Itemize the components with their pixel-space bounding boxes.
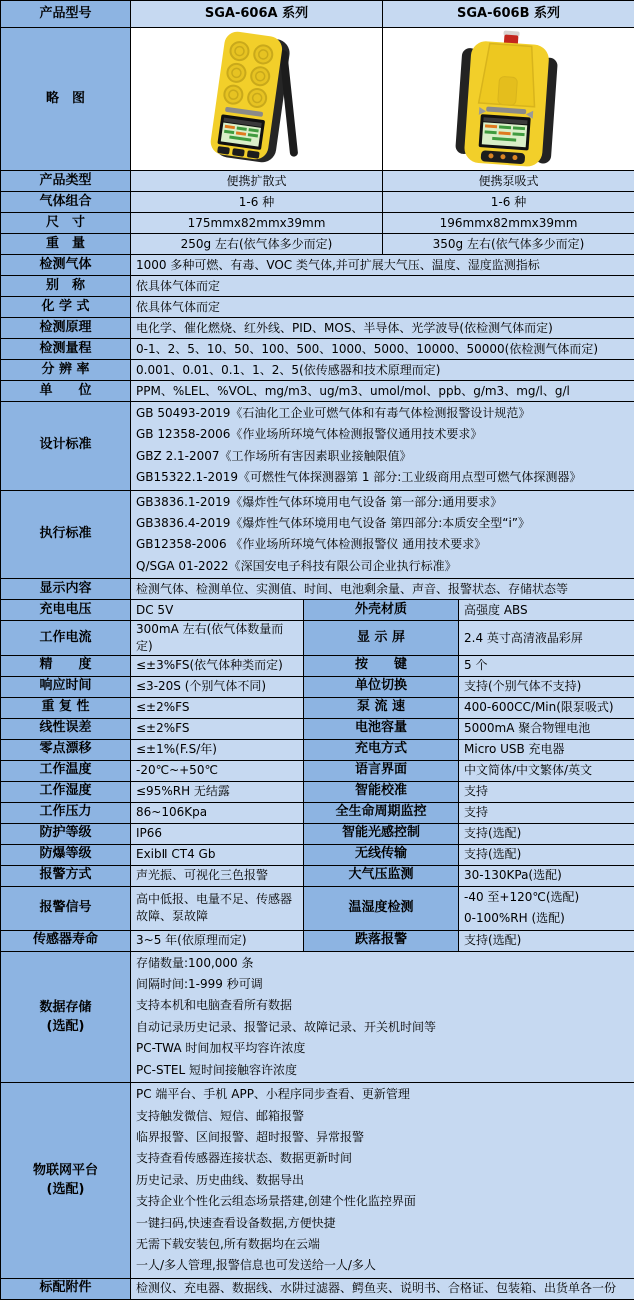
charging-voltage-label: 充电电压	[1, 600, 131, 621]
unit-switch-label: 单位切换	[304, 676, 459, 697]
row-accuracy	[1, 655, 634, 676]
product-type-value-b: 便携泵吸式	[383, 171, 634, 192]
repeatability-label: 重 复 性	[1, 697, 131, 718]
working-humidity-value: ≤95%RH 无结露	[131, 781, 304, 802]
charging-method-value: Micro USB 充电器	[459, 739, 634, 760]
gas-combination-value-a: 1-6 种	[131, 192, 383, 213]
standard-accessories-value: 检测仪、充电器、数据线、水阱过滤器、鳄鱼夹、说明书、合格证、包装箱、出货单各一份	[131, 1278, 634, 1299]
data-storage-label: 数据存储 (选配)	[1, 951, 131, 1082]
shell-material-value: 高强度 ABS	[459, 600, 634, 621]
display-content-label: 显示内容	[1, 579, 131, 600]
alarm-mode-label: 报警方式	[1, 865, 131, 886]
pump-flow-rate-label: 泵 流 速	[304, 697, 459, 718]
execution-standards-value: GB3836.1-2019《爆炸性气体环境用电气设备 第一部分:通用要求》 GB3836.4-2019《爆炸性气体环境用电气设备 第四部分:本质安全型“i”》 GB12358-2006 《作业场所环境气体检测报警仪 通用技术要求》 Q/SGA 01-2022《深国安电子科技有限公司企业执行标准》	[131, 490, 634, 579]
detection-principle-value: 电化学、催化燃烧、红外线、PID、MOS、半导体、光学波导(依检测气体而定)	[131, 318, 634, 339]
iot-platform-label: 物联网平台 (选配)	[1, 1083, 131, 1279]
row-working-temperature	[1, 760, 634, 781]
charging-method-label: 充电方式	[304, 739, 459, 760]
row-resolution	[1, 360, 634, 381]
response-time-value: ≤3-20S (个别气体不同)	[131, 676, 304, 697]
response-time-label: 响应时间	[1, 676, 131, 697]
protection-rating-label: 防护等级	[1, 823, 131, 844]
standard-accessories-label: 标配附件	[1, 1278, 131, 1299]
iot-platform-value: PC 端平台、手机 APP、小程序同步查看、更新管理 支持触发微信、短信、邮箱报警 临界报警、区间报警、超时报警、异常报警 支持查看传感器连接状态、数据更新时间 历史记录、历史曲线、数据导出 支持企业个性化云组态场景搭建,创建个性化监控界面 一键扫码,快速查看设备数据,方便快捷 无需下载安装包,所有数据均在云端 一人/多人管理,报警信息也可发送给一人/多人	[131, 1083, 634, 1279]
sensor-life-value: 3~5 年(依原理而定)	[131, 930, 304, 951]
design-standards-value: GB 50493-2019《石油化工企业可燃气体和有毒气体检测报警设计规范》 GB 12358-2006《作业场所环境气体检测报警仪通用技术要求》 GBZ 2.1-2007《工作场所有害因素职业接触限值》 GB15322.1-2019《可燃性气体探测器第 1 部分:工业级商用点型可燃气体探测器》	[131, 402, 634, 491]
dimensions-label: 尺 寸	[1, 213, 131, 234]
detected-gases-value: 1000 多种可燃、有毒、VOC 类气体,并可扩展大气压、温度、湿度监测指标	[131, 255, 634, 276]
display-content-value: 检测气体、检测单位、实测值、时间、电池剩余量、声音、报警状态、存储状态等	[131, 579, 634, 600]
row-protection-rating	[1, 823, 634, 844]
dimensions-value-a: 175mmx82mmx39mm	[131, 213, 383, 234]
explosion-proof-rating-value: ExibⅡ CT4 Gb	[131, 844, 304, 865]
gas-detector-b-illustration	[383, 29, 634, 170]
row-working-pressure	[1, 802, 634, 823]
screen	[217, 114, 265, 150]
row-alarm-signal	[1, 886, 634, 930]
chemical-formula-label: 化 学 式	[1, 297, 131, 318]
alias-label: 别 称	[1, 276, 131, 297]
row-detection-principle	[1, 318, 634, 339]
pump-notch	[498, 76, 518, 105]
design-standards-label: 设计标准	[1, 402, 131, 491]
working-humidity-label: 工作湿度	[1, 781, 131, 802]
working-temperature-value: -20℃~+50℃	[131, 760, 304, 781]
charging-voltage-value: DC 5V	[131, 600, 304, 621]
dimensions-value-b: 196mmx82mmx39mm	[383, 213, 634, 234]
alias-value: 依具体气体而定	[131, 276, 634, 297]
row-sketch	[1, 28, 634, 171]
row-weight	[1, 234, 634, 255]
product-model-series-b: SGA-606B 系列	[383, 1, 634, 28]
linearity-error-value: ≤±2%FS	[131, 718, 304, 739]
row-product-type	[1, 171, 634, 192]
row-sensor-life	[1, 930, 634, 951]
temp-humidity-detection-label: 温湿度检测	[304, 886, 459, 930]
detection-range-label: 检测量程	[1, 339, 131, 360]
row-execution-standards	[1, 490, 634, 579]
row-alarm-mode	[1, 865, 634, 886]
language-interface-value: 中文简体/中文繁体/英文	[459, 760, 634, 781]
units-label: 单 位	[1, 381, 131, 402]
working-temperature-label: 工作温度	[1, 760, 131, 781]
smart-calibration-label: 智能校准	[304, 781, 459, 802]
product-type-value-a: 便携扩散式	[131, 171, 383, 192]
resolution-value: 0.001、0.01、0.1、1、2、5(依传感器和技术原理而定)	[131, 360, 634, 381]
row-linearity-error	[1, 718, 634, 739]
row-units	[1, 381, 634, 402]
battery-capacity-value: 5000mA 聚合物锂电池	[459, 718, 634, 739]
unit-switch-value: 支持(个别气体不支持)	[459, 676, 634, 697]
drop-alarm-label: 跌落报警	[304, 930, 459, 951]
product-a-image	[131, 28, 383, 171]
product-type-label: 产品类型	[1, 171, 131, 192]
row-iot-platform	[1, 1083, 634, 1279]
sketch-label: 略 图	[1, 28, 131, 171]
battery-capacity-label: 电池容量	[304, 718, 459, 739]
temp-humidity-detection-value: -40 至+120℃(选配) 0-100%RH (选配)	[459, 886, 634, 930]
screen	[479, 114, 531, 150]
working-pressure-label: 工作压力	[1, 802, 131, 823]
weight-value-a: 250g 左右(依气体多少而定)	[131, 234, 383, 255]
detection-principle-label: 检测原理	[1, 318, 131, 339]
units-value: PPM、%LEL、%VOL、mg/m3、ug/m3、umol/mol、ppb、g/m3、mg/l、g/l	[131, 381, 634, 402]
pressure-monitoring-value: 30-130KPa(选配)	[459, 865, 634, 886]
explosion-proof-rating-label: 防爆等级	[1, 844, 131, 865]
gas-combination-label: 气体组合	[1, 192, 131, 213]
row-response-time	[1, 676, 634, 697]
product-b-image	[383, 28, 634, 171]
pressure-monitoring-label: 大气压监测	[304, 865, 459, 886]
display-screen-value: 2.4 英寸高清液晶彩屏	[459, 621, 634, 656]
working-current-label: 工作电流	[1, 621, 131, 656]
row-detected-gases	[1, 255, 634, 276]
product-model-series-a: SGA-606A 系列	[131, 1, 383, 28]
row-alias	[1, 276, 634, 297]
lifecycle-monitoring-label: 全生命周期监控	[304, 802, 459, 823]
detection-range-value: 0-1、2、5、10、50、100、500、1000、5000、10000、50000(依检测气体而定)	[131, 339, 634, 360]
product-model-label: 产品型号	[1, 1, 131, 28]
row-product-model	[1, 1, 634, 28]
language-interface-label: 语言界面	[304, 760, 459, 781]
alarm-mode-value: 声光振、可视化三色报警	[131, 865, 304, 886]
wireless-transmission-label: 无线传输	[304, 844, 459, 865]
row-explosion-proof-rating	[1, 844, 634, 865]
row-design-standards	[1, 402, 634, 491]
alarm-signal-value: 高中低报、电量不足、传感器故障、泵故障	[131, 886, 304, 930]
row-chemical-formula	[1, 297, 634, 318]
row-data-storage	[1, 951, 634, 1082]
sensor-life-label: 传感器寿命	[1, 930, 131, 951]
display-screen-label: 显 示 屏	[304, 621, 459, 656]
row-display-content	[1, 579, 634, 600]
working-current-value: 300mA 左右(依气体数量而定)	[131, 621, 304, 656]
weight-value-b: 350g 左右(依气体多少而定)	[383, 234, 634, 255]
accuracy-label: 精 度	[1, 655, 131, 676]
gas-detector-a-illustration	[131, 29, 383, 170]
smart-calibration-value: 支持	[459, 781, 634, 802]
row-detection-range	[1, 339, 634, 360]
light-sensor-control-label: 智能光感控制	[304, 823, 459, 844]
buttons-value: 5 个	[459, 655, 634, 676]
alarm-signal-label: 报警信号	[1, 886, 131, 930]
row-working-current	[1, 621, 634, 656]
repeatability-value: ≤±2%FS	[131, 697, 304, 718]
light-sensor-control-value: 支持(选配)	[459, 823, 634, 844]
lifecycle-monitoring-value: 支持	[459, 802, 634, 823]
data-storage-value: 存储数量:100,000 条 间隔时间:1-999 秒可调 支持本机和电脑查看所有数据 自动记录历史记录、报警记录、故障记录、开关机时间等 PC-TWA 时间加权平均容许浓度 PC-STEL 短时间接触容许浓度	[131, 951, 634, 1082]
gas-combination-value-b: 1-6 种	[383, 192, 634, 213]
execution-standards-label: 执行标准	[1, 490, 131, 579]
zero-drift-value: ≤±1%(F.S/年)	[131, 739, 304, 760]
working-pressure-value: 86~106Kpa	[131, 802, 304, 823]
shell-material-label: 外壳材质	[304, 600, 459, 621]
row-charging-voltage	[1, 600, 634, 621]
zero-drift-label: 零点漂移	[1, 739, 131, 760]
linearity-error-label: 线性误差	[1, 718, 131, 739]
row-working-humidity	[1, 781, 634, 802]
pump-flow-rate-value: 400-600CC/Min(限泵吸式)	[459, 697, 634, 718]
accuracy-value: ≤±3%FS(依气体种类而定)	[131, 655, 304, 676]
row-gas-combination	[1, 192, 634, 213]
row-repeatability	[1, 697, 634, 718]
detected-gases-label: 检测气体	[1, 255, 131, 276]
row-dimensions	[1, 213, 634, 234]
row-standard-accessories	[1, 1278, 634, 1299]
wireless-transmission-value: 支持(选配)	[459, 844, 634, 865]
resolution-label: 分 辨 率	[1, 360, 131, 381]
weight-label: 重 量	[1, 234, 131, 255]
row-zero-drift	[1, 739, 634, 760]
protection-rating-value: IP66	[131, 823, 304, 844]
drop-alarm-value: 支持(选配)	[459, 930, 634, 951]
buttons-label: 按 键	[304, 655, 459, 676]
chemical-formula-value: 依具体气体而定	[131, 297, 634, 318]
